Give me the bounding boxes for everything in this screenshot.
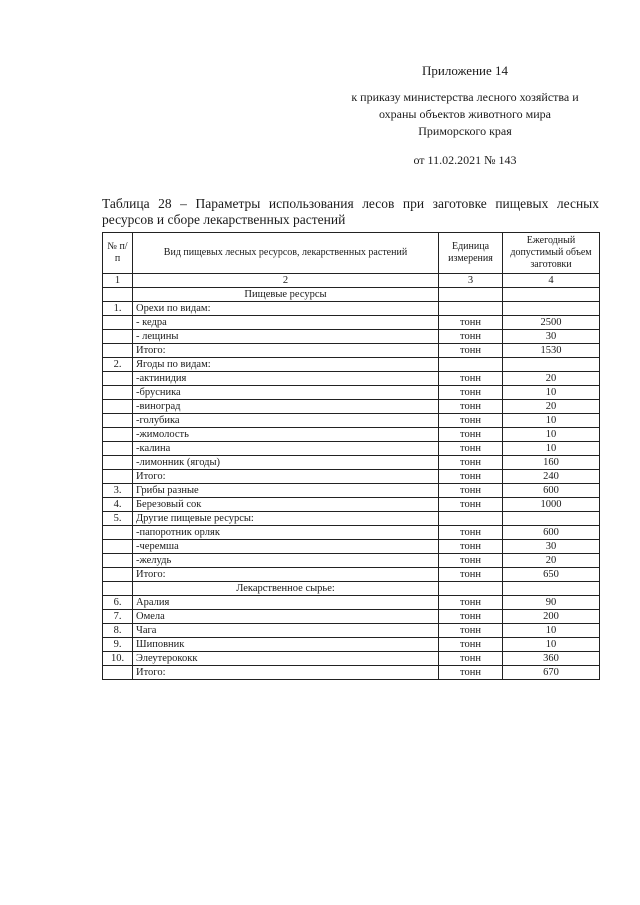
table-row <box>103 512 600 526</box>
row-number-cell <box>103 372 133 386</box>
volume-cell: 650 <box>503 568 600 582</box>
unit-cell: тонн <box>439 624 503 638</box>
unit-cell: тонн <box>439 666 503 680</box>
row-number-cell <box>103 470 133 484</box>
volume-cell: 1530 <box>503 344 600 358</box>
resource-name-cell: -калина <box>133 442 439 456</box>
volume-cell: 90 <box>503 596 600 610</box>
resource-name-cell: - лещины <box>133 330 439 344</box>
table-row <box>103 302 600 316</box>
row-number-cell <box>103 456 133 470</box>
table-row <box>103 638 600 652</box>
volume-cell: 10 <box>503 414 600 428</box>
table-caption: Таблица 28 – Параметры использования лесов при заготовке пищевых лесных ресурсов и сборе лекарственных растений <box>102 196 599 227</box>
unit-cell <box>439 358 503 372</box>
table-row <box>103 610 600 624</box>
table-row <box>103 442 600 456</box>
table-row <box>103 456 600 470</box>
table-row <box>103 358 600 372</box>
resource-name-cell: -брусника <box>133 386 439 400</box>
volume-cell: 600 <box>503 526 600 540</box>
table-row <box>103 652 600 666</box>
table-row <box>103 428 600 442</box>
row-number-cell: 7. <box>103 610 133 624</box>
header-num: № п/п <box>103 233 133 274</box>
appendix-title: Приложение 14 <box>421 63 509 78</box>
unit-cell: тонн <box>439 652 503 666</box>
row-number-cell <box>103 316 133 330</box>
table-row <box>103 666 600 680</box>
unit-cell: тонн <box>439 400 503 414</box>
row-number-cell <box>103 330 133 344</box>
resource-name-cell: -жимолость <box>133 428 439 442</box>
resource-name-cell: -виноград <box>133 400 439 414</box>
row-number-cell: 3. <box>103 484 133 498</box>
unit-cell: тонн <box>439 428 503 442</box>
resource-name-cell: Шиповник <box>133 638 439 652</box>
unit-cell: тонн <box>439 442 503 456</box>
resource-name-cell: Итого: <box>133 666 439 680</box>
volume-cell: 30 <box>503 330 600 344</box>
col-number-cell: 1 <box>103 274 133 288</box>
unit-cell: тонн <box>439 484 503 498</box>
resource-name-cell: Чага <box>133 624 439 638</box>
volume-cell: 240 <box>503 470 600 484</box>
resource-name-cell: Березовый сок <box>133 498 439 512</box>
table-row <box>103 400 600 414</box>
parameters-table <box>102 232 600 680</box>
section-empty-cell <box>439 288 503 302</box>
volume-cell <box>503 358 600 372</box>
volume-cell: 2500 <box>503 316 600 330</box>
unit-cell: тонн <box>439 610 503 624</box>
unit-cell: тонн <box>439 540 503 554</box>
volume-cell: 20 <box>503 400 600 414</box>
row-number-cell <box>103 414 133 428</box>
section-food-row <box>103 288 600 302</box>
volume-cell <box>503 512 600 526</box>
resource-name-cell: -голубика <box>133 414 439 428</box>
resource-name-cell: Другие пищевые ресурсы: <box>133 512 439 526</box>
row-number-cell <box>103 386 133 400</box>
volume-cell: 20 <box>503 554 600 568</box>
unit-cell: тонн <box>439 638 503 652</box>
section-food-title: Пищевые ресурсы <box>133 288 439 302</box>
header-unit: Единица измерения <box>439 233 503 274</box>
col-number-cell: 3 <box>439 274 503 288</box>
col-number-cell: 2 <box>133 274 439 288</box>
volume-cell: 10 <box>503 624 600 638</box>
row-number-cell <box>103 540 133 554</box>
table-row <box>103 498 600 512</box>
unit-cell: тонн <box>439 568 503 582</box>
volume-cell: 20 <box>503 372 600 386</box>
table-row <box>103 554 600 568</box>
order-line-1: к приказу министерства лесного хозяйства и <box>351 90 579 104</box>
col-number-cell: 4 <box>503 274 600 288</box>
table-row <box>103 414 600 428</box>
volume-cell: 670 <box>503 666 600 680</box>
row-number-cell: 10. <box>103 652 133 666</box>
table-row <box>103 568 600 582</box>
header-volume: Ежегодный допустимый объем заготовки <box>503 233 600 274</box>
resource-name-cell: Итого: <box>133 568 439 582</box>
row-number-cell <box>103 428 133 442</box>
volume-cell: 160 <box>503 456 600 470</box>
row-number-cell <box>103 442 133 456</box>
table-row <box>103 540 600 554</box>
volume-cell: 1000 <box>503 498 600 512</box>
volume-cell: 30 <box>503 540 600 554</box>
section-medicinal-row <box>103 582 600 596</box>
unit-cell: тонн <box>439 498 503 512</box>
order-date: от 11.02.2021 № 143 <box>413 153 517 167</box>
unit-cell <box>439 302 503 316</box>
resource-name-cell: -лимонник (ягоды) <box>133 456 439 470</box>
section-medicinal-title: Лекарственное сырье: <box>133 582 439 596</box>
resource-name-cell: Аралия <box>133 596 439 610</box>
row-number-cell <box>103 526 133 540</box>
volume-cell: 360 <box>503 652 600 666</box>
resource-name-cell: Итого: <box>133 344 439 358</box>
resource-name-cell: Ягоды по видам: <box>133 358 439 372</box>
table-row <box>103 526 600 540</box>
row-number-cell: 4. <box>103 498 133 512</box>
resource-name-cell: -папоротник орляк <box>133 526 439 540</box>
resource-name-cell: Итого: <box>133 470 439 484</box>
resource-name-cell: -черемша <box>133 540 439 554</box>
table-row <box>103 386 600 400</box>
row-number-cell: 9. <box>103 638 133 652</box>
volume-cell: 200 <box>503 610 600 624</box>
resource-name-cell: Орехи по видам: <box>133 302 439 316</box>
row-number-cell <box>103 554 133 568</box>
volume-cell <box>503 302 600 316</box>
unit-cell: тонн <box>439 470 503 484</box>
row-number-cell: 8. <box>103 624 133 638</box>
column-number-row <box>103 274 600 288</box>
unit-cell <box>439 512 503 526</box>
row-number-cell <box>103 400 133 414</box>
header-name: Вид пищевых лесных ресурсов, лекарственных растений <box>133 233 439 274</box>
order-line-2: охраны объектов животного мира <box>378 107 552 121</box>
table-row <box>103 470 600 484</box>
resource-name-cell: Грибы разные <box>133 484 439 498</box>
table-row <box>103 344 600 358</box>
volume-cell: 10 <box>503 386 600 400</box>
row-number-cell <box>103 666 133 680</box>
section-empty-cell <box>503 582 600 596</box>
table-row <box>103 484 600 498</box>
resource-name-cell: - кедра <box>133 316 439 330</box>
section-empty-cell <box>103 582 133 596</box>
unit-cell: тонн <box>439 330 503 344</box>
document-header <box>330 62 600 169</box>
row-number-cell: 2. <box>103 358 133 372</box>
unit-cell: тонн <box>439 456 503 470</box>
row-number-cell <box>103 568 133 582</box>
table-row <box>103 372 600 386</box>
header-row <box>103 233 600 274</box>
unit-cell: тонн <box>439 554 503 568</box>
unit-cell: тонн <box>439 526 503 540</box>
table-row <box>103 330 600 344</box>
row-number-cell: 5. <box>103 512 133 526</box>
section-empty-cell <box>503 288 600 302</box>
unit-cell: тонн <box>439 344 503 358</box>
volume-cell: 10 <box>503 442 600 456</box>
section-empty-cell <box>103 288 133 302</box>
volume-cell: 600 <box>503 484 600 498</box>
section-empty-cell <box>439 582 503 596</box>
unit-cell: тонн <box>439 316 503 330</box>
table-row <box>103 596 600 610</box>
volume-cell: 10 <box>503 428 600 442</box>
unit-cell: тонн <box>439 596 503 610</box>
resource-name-cell: -актинидия <box>133 372 439 386</box>
table-row <box>103 316 600 330</box>
resource-name-cell: Омела <box>133 610 439 624</box>
table-row <box>103 624 600 638</box>
row-number-cell <box>103 344 133 358</box>
volume-cell: 10 <box>503 638 600 652</box>
row-number-cell: 6. <box>103 596 133 610</box>
row-number-cell: 1. <box>103 302 133 316</box>
order-line-3: Приморского края <box>418 124 512 138</box>
unit-cell: тонн <box>439 414 503 428</box>
resource-name-cell: -желудь <box>133 554 439 568</box>
unit-cell: тонн <box>439 386 503 400</box>
resource-name-cell: Элеутерококк <box>133 652 439 666</box>
unit-cell: тонн <box>439 372 503 386</box>
